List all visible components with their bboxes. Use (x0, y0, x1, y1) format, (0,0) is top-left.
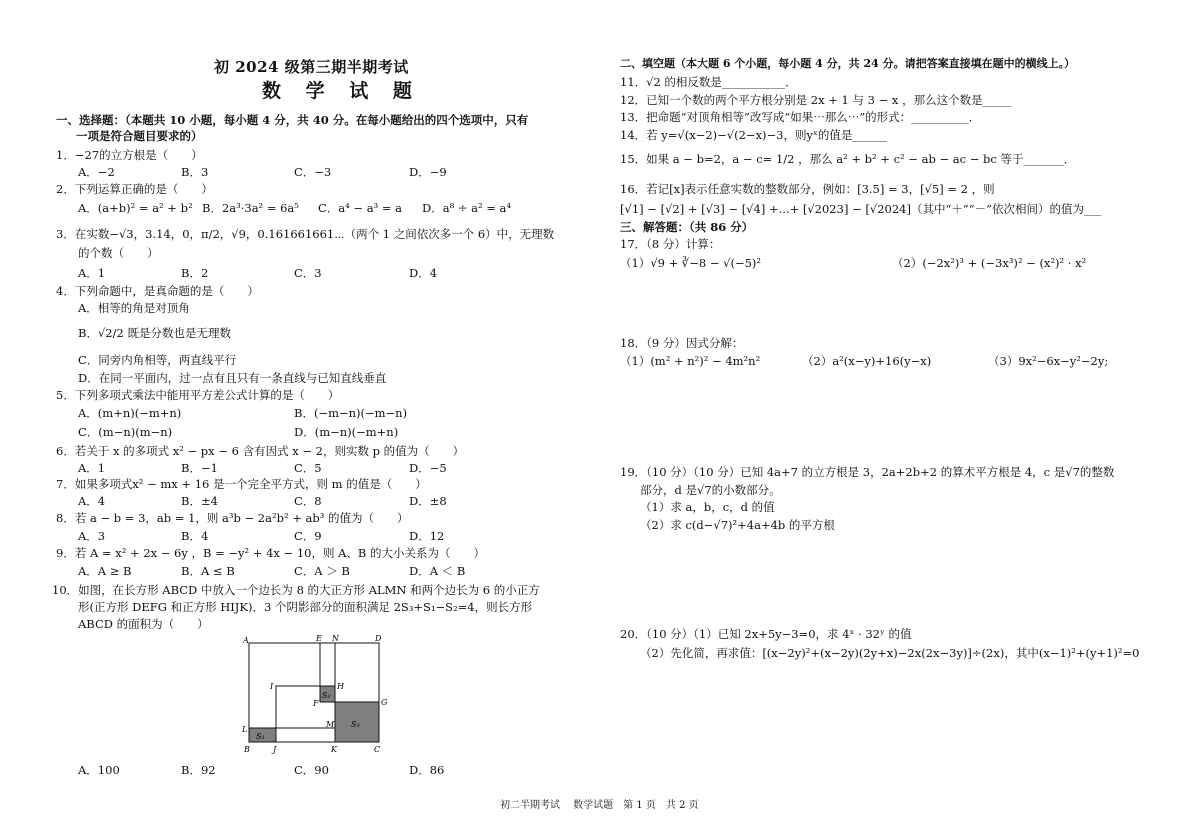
label-k: K (331, 745, 337, 754)
question-18-part-2: （2）a²(x−y)+16(y−x) (802, 354, 932, 368)
question-20: 20．（10 分）（1）已知 2x+5y−3=0，求 4ˣ · 32ʸ 的值 (620, 627, 912, 641)
question-6-option-b: B．−1 (181, 461, 218, 475)
question-10-option-a: A．100 (78, 763, 120, 777)
question-4-option-c: C．同旁内角相等，两直线平行 (78, 353, 237, 367)
label-l: L (242, 725, 248, 734)
label-j: J (273, 745, 277, 754)
question-12: 12．已知一个数的两个平方根分别是 2x + 1 与 3 − x ，那么这个数是_____ (620, 93, 1012, 107)
question-8-stem: 8．若 a − b = 3，ab = 1，则 a³b − 2a²b² + ab³ 的值为（ ） (56, 511, 409, 525)
question-3-option-a: A．1 (78, 266, 106, 280)
question-9-option-a: A．A ≥ B (78, 564, 132, 578)
question-6-option-d: D．−5 (409, 461, 447, 475)
question-7-option-a: A．4 (78, 494, 106, 508)
question-1-stem: 1．−27的立方根是（ ） (56, 148, 203, 162)
question-3-stem-cont: 的个数（ ） (78, 246, 159, 260)
question-18-part-1: （1）(m² + n²)² − 4m²n² (620, 354, 761, 368)
question-20-part-2: （2）先化简，再求值：[(x−2y)²+(x−2y)(2y+x)−2x(2x−3y)]÷(2x)，其中(x−1)²+(y+1)²=0 (640, 646, 1140, 660)
label-n: N (332, 634, 339, 643)
question-5-stem: 5．下列多项式乘法中能用平方差公式计算的是（ ） (56, 388, 340, 402)
question-6-option-c: C．5 (294, 461, 322, 475)
label-g: G (381, 698, 388, 707)
question-10-figure (235, 632, 395, 757)
question-14: 14．若 y=√(x−2)−√(2−x)−3，则yˣ的值是______ (620, 128, 887, 142)
question-7-stem: 7．如果多项式x² − mx + 16 是一个完全平方式，则 m 的值是（ ） (56, 477, 427, 491)
question-7-option-c: C．8 (294, 494, 322, 508)
question-4-option-a: A．相等的角是对顶角 (78, 301, 190, 315)
question-6-option-a: A．1 (78, 461, 106, 475)
question-8-option-c: C．9 (294, 529, 322, 543)
label-m: M (326, 720, 335, 729)
question-18: 18．（9 分）因式分解： (620, 336, 744, 350)
question-1-option-c: C．−3 (294, 165, 332, 179)
question-10-stem-cont2: ABCD 的面积为（ ） (78, 617, 209, 631)
question-15: 15．如果 a − b=2，a − c= 1/2 ，那么 a² + b² + c² − ab − ac − bc 等于_______． (620, 152, 1076, 166)
question-3-option-b: B．2 (181, 266, 209, 280)
question-1-option-b: B．3 (181, 165, 209, 179)
question-10-stem: 10．如图，在长方形 ABCD 中放入一个边长为 8 的大正方形 ALMN 和两个边长为 6 的小正方 (52, 583, 540, 597)
label-h: H (337, 682, 344, 691)
question-4-stem: 4．下列命题中，是真命题的是（ ） (56, 284, 259, 298)
question-1-option-a: A．−2 (78, 165, 115, 179)
question-8-option-b: B．4 (181, 529, 209, 543)
label-f: F (313, 699, 319, 708)
question-7-option-d: D．±8 (409, 494, 447, 508)
question-19-cont: 部分，d 是√7的小数部分。 (640, 483, 781, 497)
question-16-cont: [√1] − [√2] + [√3] − [√4] +...+ [√2023] − [√2024]（其中“＋”“－”依次相间）的值为___ (620, 202, 1102, 216)
question-5-option-c: C．(m−n)(m−n) (78, 425, 173, 439)
question-13: 13．把命题“对顶角相等”改写成“如果⋯那么⋯”的形式：__________． (620, 110, 981, 124)
question-9-option-c: C．A ＞ B (294, 564, 350, 578)
question-9-option-b: B．A ≤ B (181, 564, 235, 578)
question-6-stem: 6．若关于 x 的多项式 x² − px − 6 含有因式 x − 2，则实数 p 的值为（ ） (56, 444, 465, 458)
question-5-option-b: B．(−m−n)(−m−n) (294, 406, 408, 420)
label-e: E (316, 634, 322, 643)
question-7-option-b: B．±4 (181, 494, 218, 508)
question-19: 19．（10 分）（10 分）已知 4a+7 的立方根是 3，2a+2b+2 的算术平方根是 4，c 是√7的整数 (620, 465, 1115, 479)
section-2-heading: 二、填空题（本大题 6 个小题，每小题 4 分，共 24 分。请把答案直接填在题中的横线上。） (620, 57, 1076, 70)
label-s3: S₃ (351, 720, 360, 729)
question-11: 11．√2 的相反数是___________． (620, 75, 797, 89)
question-10-option-d: D．86 (409, 763, 445, 777)
question-2-option-a: A．(a+b)² = a² + b² (78, 201, 193, 215)
label-s1: S₁ (256, 732, 265, 741)
question-2-option-d: D．a⁸ ÷ a² = a⁴ (422, 201, 512, 215)
question-18-part-3: （3）9x²−6x−y²−2y; (988, 354, 1109, 368)
subject-title: 数 学 试 题 (262, 80, 421, 102)
question-9-stem: 9．若 A = x² + 2x − 6y ，B = −y² + 4x − 10，则 A、B 的大小关系为（ ） (56, 546, 486, 560)
question-5-option-a: A．(m+n)(−m+n) (78, 406, 182, 420)
question-17: 17．（8 分）计算： (620, 237, 721, 251)
question-16: 16．若记[x]表示任意实数的整数部分，例如：[3.5] = 3，[√5] = 2 ，则 (620, 182, 995, 196)
section-1-heading-cont: 一项是符合题目要求的） (76, 129, 203, 143)
question-10-option-b: B．92 (181, 763, 216, 777)
question-9-option-d: D．A ＜ B (409, 564, 466, 578)
question-3-option-d: D．4 (409, 266, 438, 280)
question-2-option-b: B．2a³·3a² = 6a⁵ (202, 201, 299, 215)
label-s2: S₂ (322, 691, 331, 700)
question-2-option-c: C．a⁴ − a³ = a (318, 201, 402, 215)
question-19-part-1: （1）求 a，b，c，d 的值 (640, 500, 775, 514)
label-c: C (374, 745, 381, 754)
section-3-heading: 三、解答题：（共 86 分） (620, 220, 754, 234)
question-8-option-a: A．3 (78, 529, 106, 543)
question-8-option-d: D．12 (409, 529, 445, 543)
question-10-stem-cont1: 形(正方形 DEFG 和正方形 HIJK)．3 个阴影部分的面积满足 2S₃+S₁−S₂=4，则长方形 (78, 600, 533, 614)
label-i: I (270, 682, 274, 691)
label-b: B (244, 745, 250, 754)
section-1-heading: 一、选择题：（本题共 10 小题，每小题 4 分，共 40 分。在每小题给出的四个选项中，只有 (56, 113, 529, 127)
label-a: A (243, 636, 249, 645)
question-10-option-c: C．90 (294, 763, 329, 777)
question-17-part-1: （1）√9 + ∛−8 − √(−5)² (620, 256, 761, 270)
page-footer: 初二半期考试 数学试题 第 1 页 共 2 页 (500, 800, 699, 811)
question-2-stem: 2．下列运算正确的是（ ） (56, 182, 213, 196)
question-1-option-d: D．−9 (409, 165, 447, 179)
question-3-stem: 3．在实数−√3，3.14，0，π/2，√9，0.161661661⋯（两个 1 之间依次多一个 6）中，无理数 (56, 227, 555, 241)
question-4-option-b: B．√2/2 既是分数也是无理数 (78, 326, 231, 340)
question-17-part-2: （2）(−2x²)³ + (−3x³)² − (x²)² · x² (892, 256, 1087, 270)
question-3-option-c: C．3 (294, 266, 322, 280)
question-19-part-2: （2）求 c(d−√7)²+4a+4b 的平方根 (640, 518, 835, 532)
exam-title: 初 2024 级第三期半期考试 (214, 58, 409, 76)
label-d: D (375, 634, 382, 643)
question-4-option-d: D．在同一平面内，过一点有且只有一条直线与已知直线垂直 (78, 371, 387, 385)
question-5-option-d: D．(m−n)(−m+n) (294, 425, 399, 439)
